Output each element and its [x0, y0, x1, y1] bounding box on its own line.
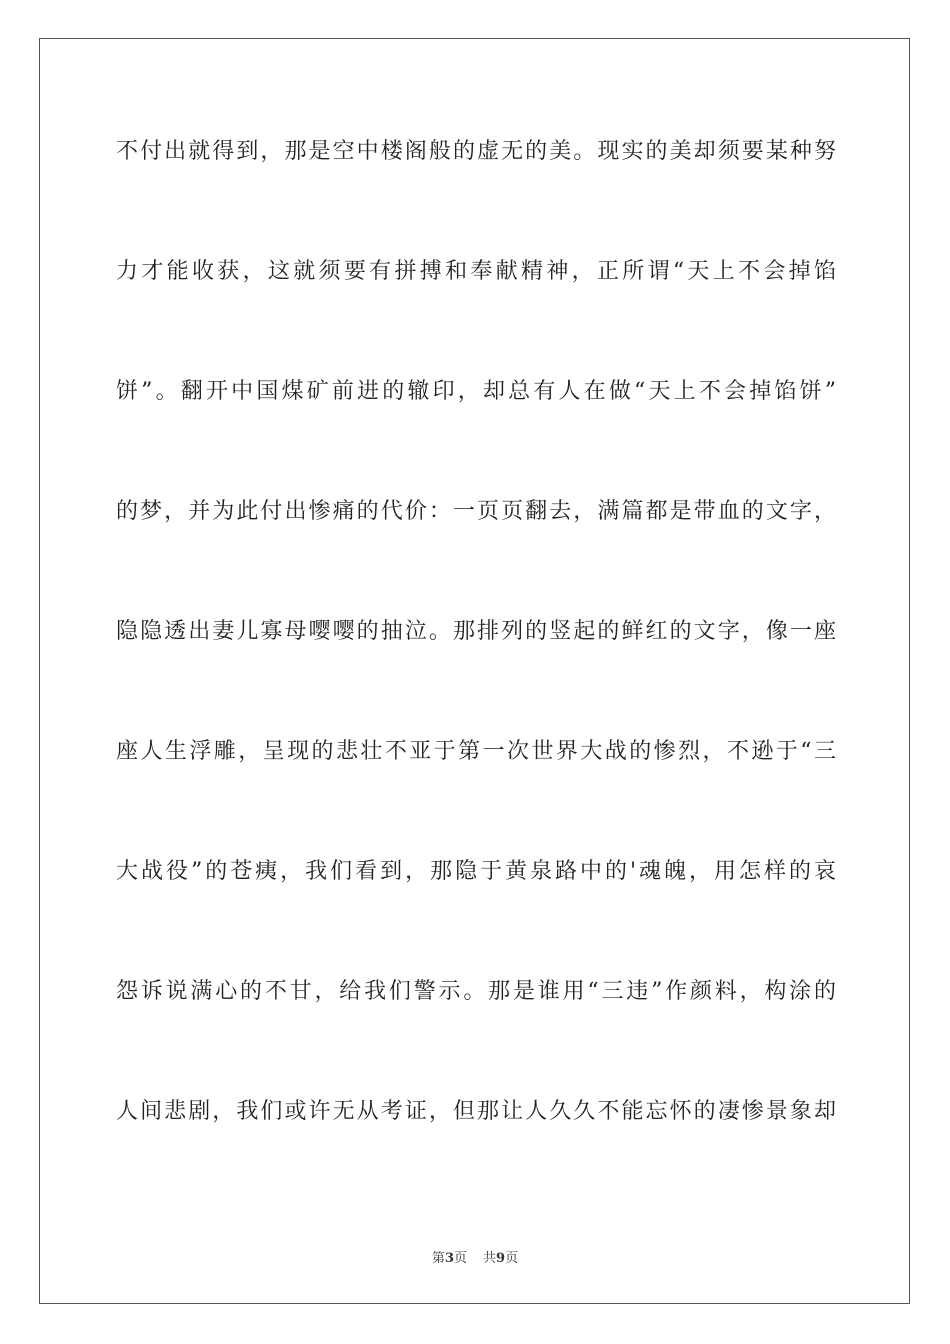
total-prefix: 共	[483, 1251, 497, 1266]
text-line-7: 大战役”的苍痍，我们看到，那隐于黄泉路中的'魂魄，用怎样的哀	[116, 859, 836, 884]
page-footer	[0, 1247, 950, 1266]
page-number: 3	[444, 1251, 454, 1266]
text-line-4: 的梦，并为此付出惨痛的代价：一页页翻去，满篇都是带血的文字，	[116, 499, 836, 524]
page-suffix: 页	[453, 1251, 467, 1266]
text-line-8: 怨诉说满心的不甘，给我们警示。那是谁用“三违”作颜料，构涂的	[116, 979, 836, 1004]
text-line-3: 饼”。翻开中国煤矿前进的辙印，却总有人在做“天上不会掉馅饼”	[116, 379, 836, 404]
text-line-9: 人间悲剧，我们或许无从考证，但那让人久久不能忘怀的凄惨景象却	[116, 1099, 836, 1124]
text-line-6: 座人生浮雕，呈现的悲壮不亚于第一次世界大战的惨烈，不逊于“三	[116, 739, 836, 764]
total-suffix: 页	[505, 1251, 519, 1266]
text-line-1: 不付出就得到，那是空中楼阁般的虚无的美。现实的美却须要某种努	[116, 139, 836, 164]
text-line-2: 力才能收获，这就须要有拼搏和奉献精神，正所谓“天上不会掉馅	[116, 259, 836, 284]
total-pages: 9	[496, 1251, 506, 1266]
page-prefix: 第	[431, 1251, 445, 1266]
body-text	[116, 128, 836, 1208]
text-line-5: 隐隐透出妻儿寡母嘤嘤的抽泣。那排列的竖起的鲜红的文字，像一座	[116, 619, 836, 644]
